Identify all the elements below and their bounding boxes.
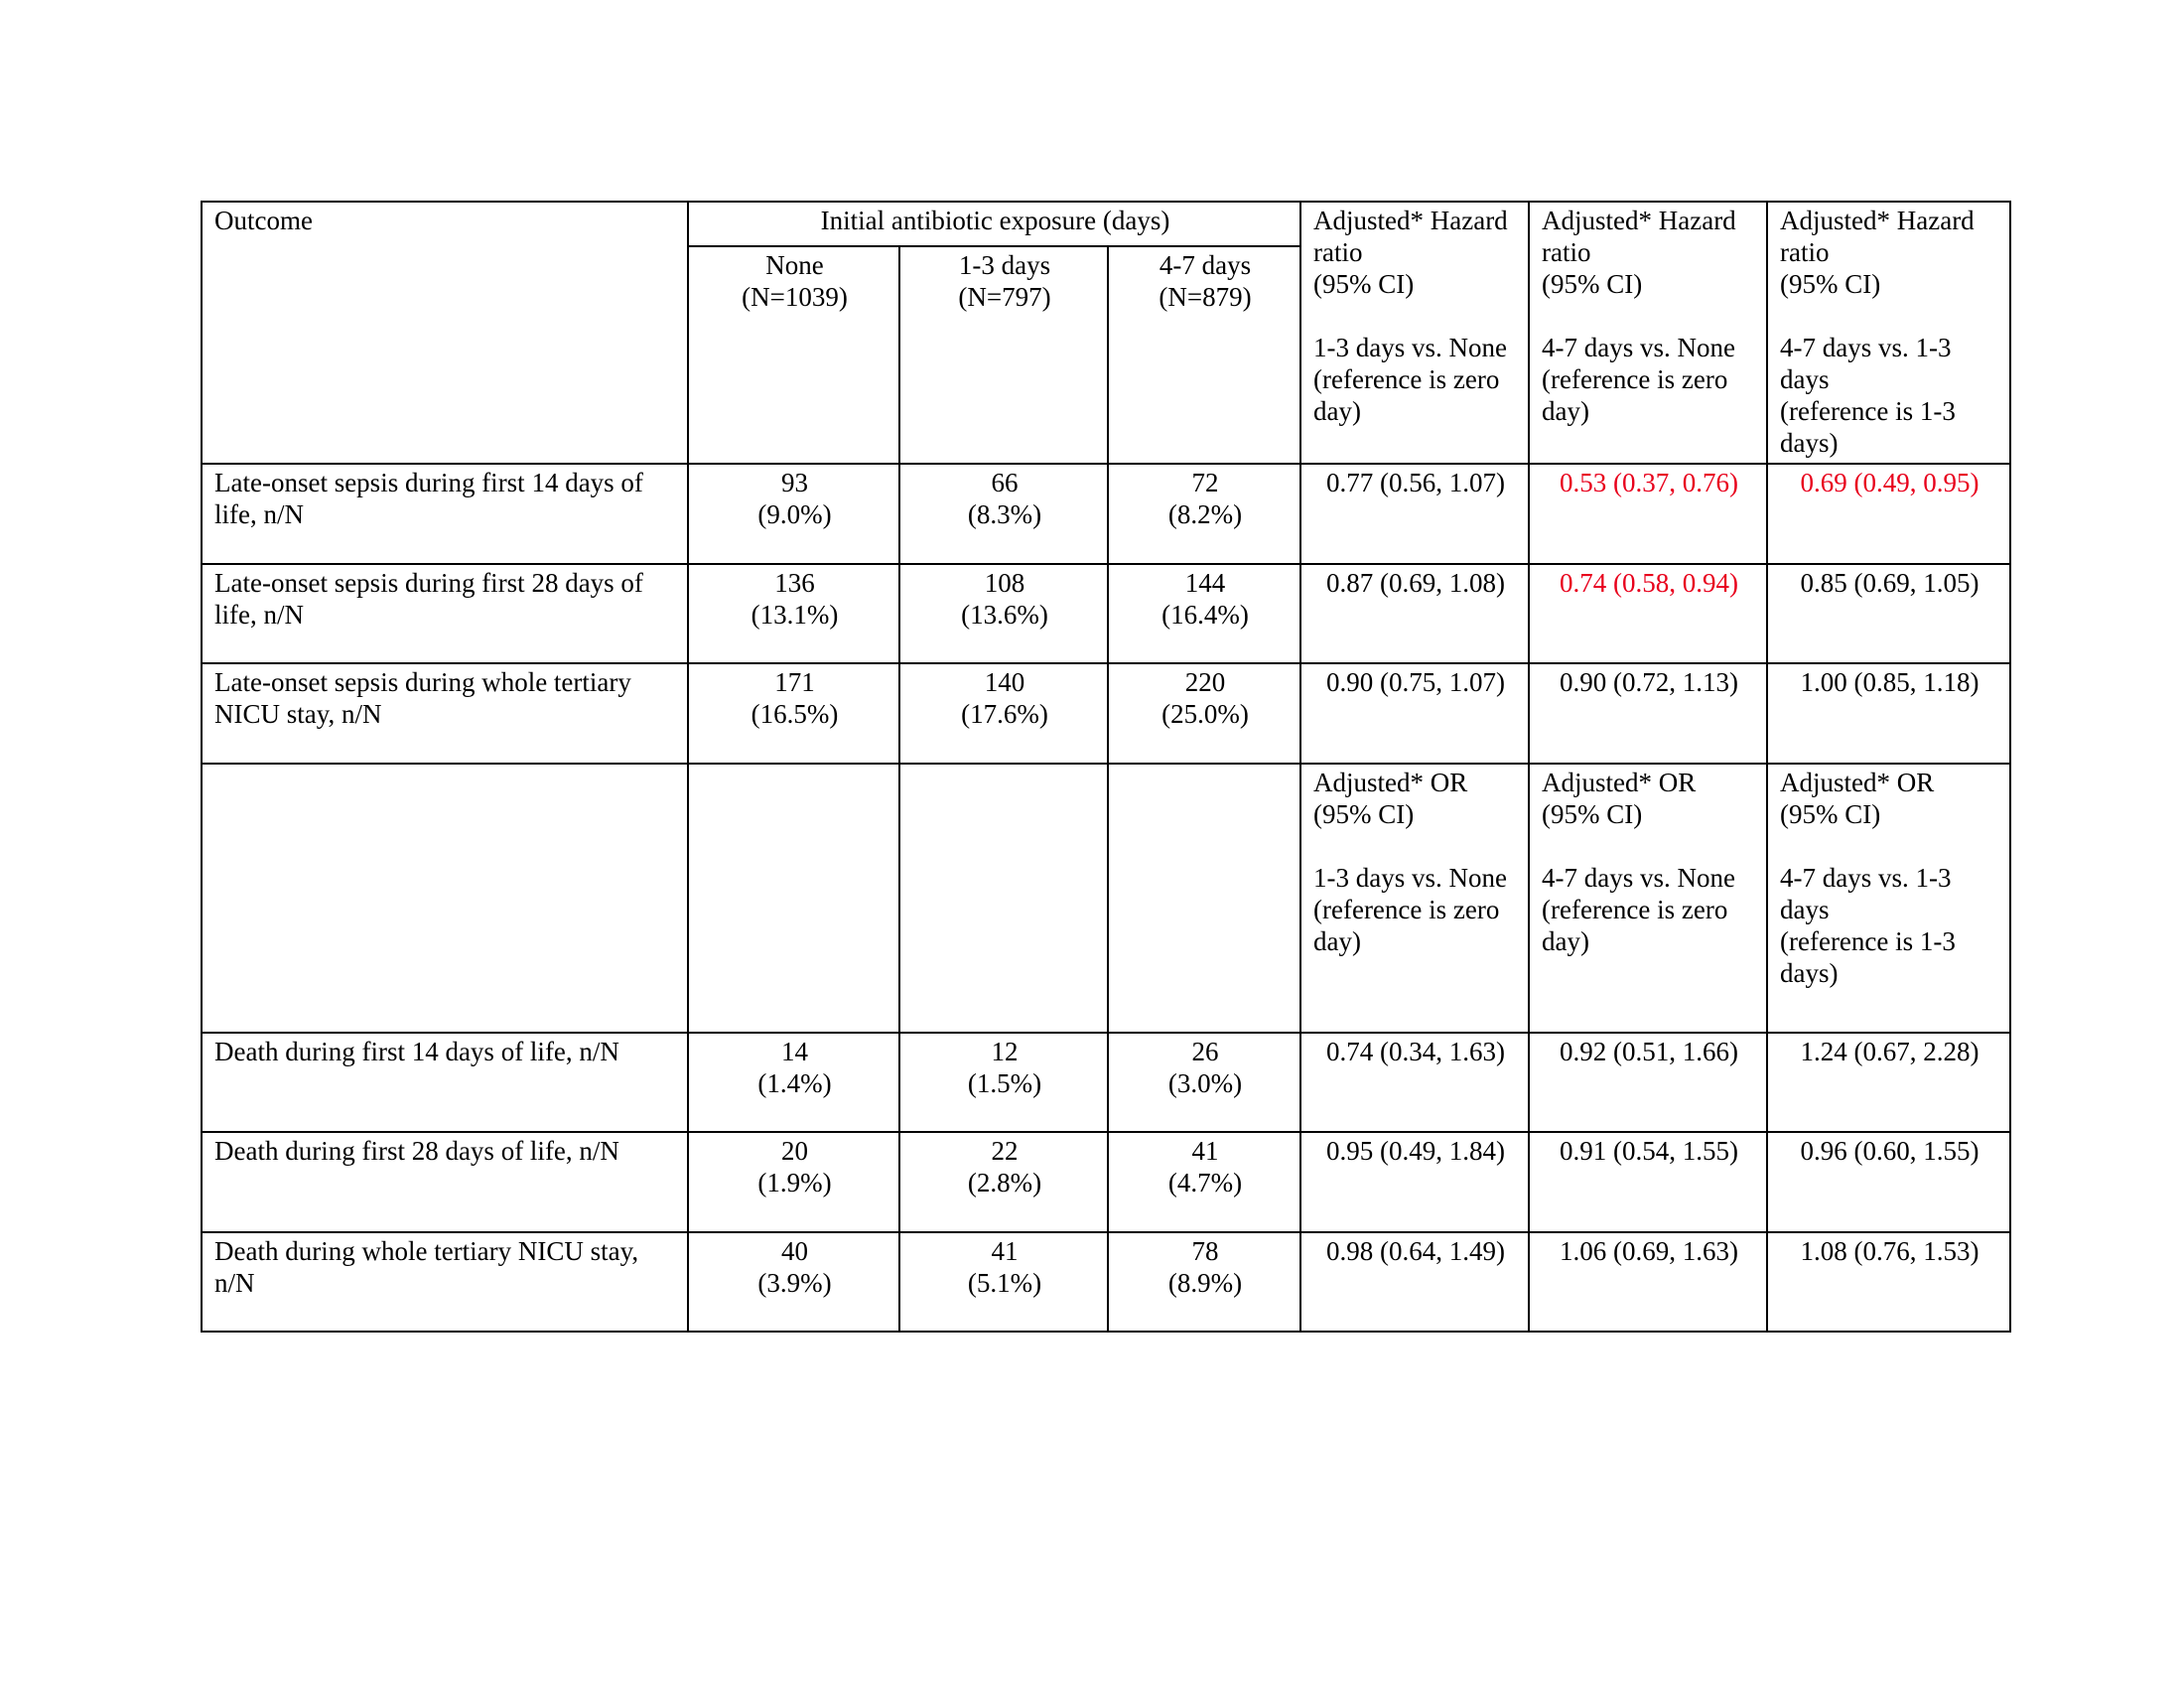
ratio-cell: 0.92 (0.51, 1.66): [1529, 1033, 1767, 1132]
count-percent: (4.7%): [1167, 1168, 1243, 1197]
ratio-cell: 0.74 (0.58, 0.94): [1529, 564, 1767, 663]
count-value: 41: [991, 1236, 1019, 1266]
count-cell: [688, 464, 899, 564]
count-percent: (8.2%): [1167, 499, 1243, 529]
count-value: 72: [1191, 468, 1219, 497]
group-n: (N=879): [1159, 282, 1252, 313]
count-cell: [1108, 1132, 1300, 1232]
count-percent: (3.9%): [757, 1268, 832, 1298]
count-cell: [688, 663, 899, 764]
count-value: 140: [984, 667, 1025, 697]
group-n: (N=797): [958, 282, 1051, 313]
count-value: 108: [984, 568, 1025, 598]
ratio-cell: 1.06 (0.69, 1.63): [1529, 1232, 1767, 1332]
outcome-cell: Death during whole tertiary NICU stay, n/N: [202, 1232, 688, 1332]
count-value: 66: [991, 468, 1019, 497]
count-value: 26: [1191, 1037, 1219, 1066]
table-row: [202, 663, 2010, 764]
empty-cell: [688, 764, 899, 1033]
count-cell: [899, 1132, 1108, 1232]
table-row: [202, 1232, 2010, 1332]
outcome-cell: Death during first 14 days of life, n/N: [202, 1033, 688, 1132]
count-percent: (2.8%): [967, 1168, 1042, 1197]
exposure-header-cell: Initial antibiotic exposure (days): [688, 202, 1300, 246]
count-percent: (1.5%): [967, 1068, 1042, 1098]
count-percent: (3.0%): [1167, 1068, 1243, 1098]
group-header-1-3-days: [899, 246, 1108, 464]
or-header-2: Adjusted* OR (95% CI) 4-7 days vs. None (reference is zero day): [1529, 764, 1767, 1033]
count-percent: (9.0%): [757, 499, 832, 529]
ratio-cell: 1.24 (0.67, 2.28): [1767, 1033, 2010, 1132]
count-percent: (5.1%): [967, 1268, 1042, 1298]
count-cell: [899, 663, 1108, 764]
count-value: 12: [991, 1037, 1019, 1066]
count-percent: (13.1%): [751, 600, 839, 630]
results-table-body: [202, 202, 2010, 1332]
hr-header-1: Adjusted* Hazard ratio (95% CI) 1-3 days vs. None (reference is zero day): [1300, 202, 1529, 464]
outcome-header-cell: Outcome: [202, 202, 688, 464]
group-label: 4-7 days: [1159, 250, 1252, 281]
ratio-cell: 0.85 (0.69, 1.05): [1767, 564, 2010, 663]
table-row: [202, 1033, 2010, 1132]
outcome-cell: Late-onset sepsis during whole tertiary NICU stay, n/N: [202, 663, 688, 764]
count-value: 40: [781, 1236, 808, 1266]
count-cell: [688, 1232, 899, 1332]
group-label: 1-3 days: [958, 250, 1051, 281]
ratio-cell: 0.95 (0.49, 1.84): [1300, 1132, 1529, 1232]
outcome-cell: Death during first 28 days of life, n/N: [202, 1132, 688, 1232]
count-cell: [688, 1033, 899, 1132]
count-cell: [1108, 1232, 1300, 1332]
group-header-none: [688, 246, 899, 464]
ratio-cell: 0.90 (0.75, 1.07): [1300, 663, 1529, 764]
count-cell: [1108, 564, 1300, 663]
count-cell: [899, 464, 1108, 564]
count-percent: (8.9%): [1167, 1268, 1243, 1298]
count-cell: [899, 1033, 1108, 1132]
count-cell: [688, 1132, 899, 1232]
outcome-cell: Late-onset sepsis during first 28 days of life, n/N: [202, 564, 688, 663]
count-cell: [1108, 663, 1300, 764]
or-header-row: [202, 764, 2010, 1033]
count-cell: [1108, 1033, 1300, 1132]
count-percent: (17.6%): [961, 699, 1048, 729]
count-percent: (25.0%): [1161, 699, 1249, 729]
hr-header-3: Adjusted* Hazard ratio (95% CI) 4-7 days vs. 1-3 days (reference is 1-3 days): [1767, 202, 2010, 464]
count-cell: [899, 564, 1108, 663]
count-value: 144: [1184, 568, 1226, 598]
count-value: 41: [1191, 1136, 1219, 1166]
ratio-cell: 0.74 (0.34, 1.63): [1300, 1033, 1529, 1132]
ratio-cell: 0.53 (0.37, 0.76): [1529, 464, 1767, 564]
count-value: 14: [781, 1037, 808, 1066]
group-label: None: [765, 250, 824, 281]
count-value: 136: [774, 568, 815, 598]
ratio-cell: 1.00 (0.85, 1.18): [1767, 663, 2010, 764]
count-percent: (16.5%): [751, 699, 839, 729]
table-row: [202, 464, 2010, 564]
count-percent: (13.6%): [961, 600, 1048, 630]
hr-header-2: Adjusted* Hazard ratio (95% CI) 4-7 days vs. None (reference is zero day): [1529, 202, 1767, 464]
outcome-cell: Late-onset sepsis during first 14 days of life, n/N: [202, 464, 688, 564]
ratio-cell: 0.96 (0.60, 1.55): [1767, 1132, 2010, 1232]
ratio-cell: 0.77 (0.56, 1.07): [1300, 464, 1529, 564]
or-header-3: Adjusted* OR (95% CI) 4-7 days vs. 1-3 days (reference is 1-3 days): [1767, 764, 2010, 1033]
empty-cell: [1108, 764, 1300, 1033]
ratio-cell: 0.87 (0.69, 1.08): [1300, 564, 1529, 663]
table-row: [202, 564, 2010, 663]
ratio-cell: 0.69 (0.49, 0.95): [1767, 464, 2010, 564]
ratio-cell: 0.90 (0.72, 1.13): [1529, 663, 1767, 764]
results-table: [201, 201, 2011, 1333]
ratio-cell: 0.98 (0.64, 1.49): [1300, 1232, 1529, 1332]
count-value: 171: [774, 667, 815, 697]
ratio-cell: 1.08 (0.76, 1.53): [1767, 1232, 2010, 1332]
count-value: 22: [991, 1136, 1019, 1166]
count-cell: [1108, 464, 1300, 564]
count-percent: (8.3%): [967, 499, 1042, 529]
count-percent: (1.4%): [757, 1068, 832, 1098]
group-n: (N=1039): [742, 282, 848, 313]
count-percent: (16.4%): [1161, 600, 1249, 630]
empty-cell: [202, 764, 688, 1033]
table-row: [202, 1132, 2010, 1232]
count-percent: (1.9%): [757, 1168, 832, 1197]
count-value: 20: [781, 1136, 808, 1166]
count-cell: [899, 1232, 1108, 1332]
count-value: 93: [781, 468, 808, 497]
count-value: 220: [1184, 667, 1226, 697]
or-header-1: Adjusted* OR (95% CI) 1-3 days vs. None (reference is zero day): [1300, 764, 1529, 1033]
count-value: 78: [1191, 1236, 1219, 1266]
count-cell: [688, 564, 899, 663]
ratio-cell: 0.91 (0.54, 1.55): [1529, 1132, 1767, 1232]
header-row-top: [202, 202, 2010, 246]
group-header-4-7-days: [1108, 246, 1300, 464]
empty-cell: [899, 764, 1108, 1033]
